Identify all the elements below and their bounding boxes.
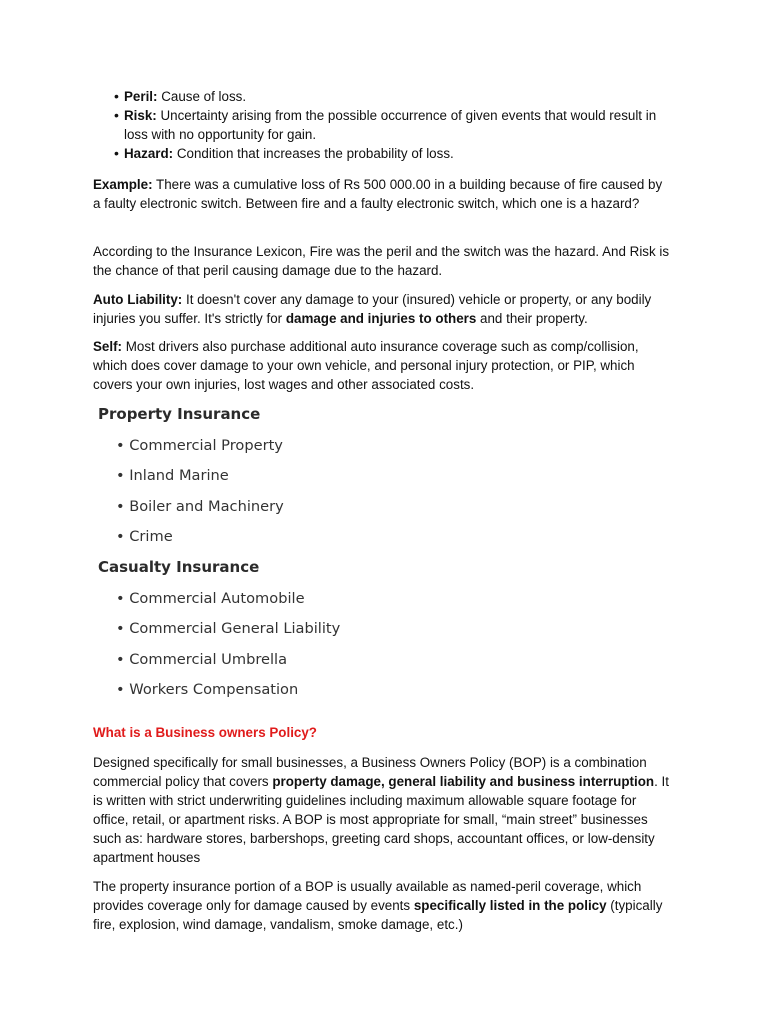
insurance-types-figure (93, 400, 513, 705)
lexicon-paragraph: According to the Insurance Lexicon, Fire was the peril and the switch was the hazard. And Risk is the chance of that peril causing damage due to the hazard. (93, 244, 670, 278)
example-text: There was a cumulative loss of Rs 500 000.00 in a building because of fire caused by a faulty electronic switch. Between fire and a faulty electronic switch, which one is a hazard? (93, 177, 663, 211)
bop-emphasis: property damage, general liability and business interruption (272, 774, 655, 789)
bop-text: Designed specifically for small businesses, a Business Owners Policy (BOP) is a combination commercial policy that covers (93, 755, 647, 789)
casualty-item: • Commercial Umbrella (116, 651, 288, 668)
auto-liability-emphasis: damage and injuries to others (285, 311, 477, 326)
definition-text: Condition that increases the probability of loss. (173, 146, 454, 161)
casualty-insurance-heading: Casualty Insurance (98, 558, 260, 576)
auto-liability-text: It doesn't cover any damage to your (insured) vehicle or property, or any bodily injuries you suffer. It's strictly for (93, 292, 652, 326)
term-risk: Risk: (124, 108, 157, 123)
bop-emphasis: specifically listed in the policy (413, 898, 607, 913)
bop-text-end: (typically fire, explosion, wind damage, vandalism, smoke damage, etc.) (93, 898, 663, 932)
self-text: Most drivers also purchase additional auto insurance coverage such as comp/collision, which does cover damage to your own vehicle, and personal injury protection, or PIP, which covers your own injuries, lost wages and other associated costs. (93, 339, 639, 392)
definition-text: Cause of loss. (157, 89, 247, 104)
property-item: • Boiler and Machinery (116, 498, 284, 515)
definition-text: Uncertainty arising from the possible occurrence of given events that would result in loss with no opportunity for gain. (124, 108, 657, 142)
definitions-list (93, 87, 673, 163)
property-item: • Commercial Property (116, 437, 283, 454)
casualty-item: • Commercial Automobile (116, 590, 305, 607)
self-label: Self: (93, 339, 123, 354)
bop-text-end: . It is written with strict underwriting guidelines including maximum allowable square footage for office, retail, or apartment risks. A BOP is most appropriate for small, “main street” businesses such as: hardware stores, barbershops, greeting card shops, accountant offices, or low-density apartment houses (93, 774, 669, 865)
term-peril: Peril: (124, 89, 158, 104)
casualty-item: • Commercial General Liability (116, 620, 341, 637)
property-insurance-heading: Property Insurance (98, 405, 261, 423)
definition-risk (93, 106, 673, 144)
definition-hazard (93, 144, 673, 163)
bop-text: The property insurance portion of a BOP is usually available as named-peril coverage, which provides coverage only for damage caused by events (93, 879, 642, 913)
example-paragraph (93, 175, 673, 213)
self-paragraph (93, 337, 673, 394)
auto-liability-paragraph (93, 290, 673, 328)
property-item: • Inland Marine (116, 467, 229, 484)
bop-paragraph-2 (93, 877, 673, 934)
definition-peril (93, 87, 673, 106)
auto-liability-text-end: and their property. (476, 311, 588, 326)
example-label: Example: (93, 177, 153, 192)
casualty-item: • Workers Compensation (116, 681, 299, 698)
auto-liability-label: Auto Liability: (93, 292, 183, 307)
bop-section-title: What is a Business owners Policy? (93, 725, 317, 740)
bop-paragraph-1 (93, 753, 673, 867)
term-hazard: Hazard: (124, 146, 174, 161)
property-item: • Crime (116, 528, 173, 545)
